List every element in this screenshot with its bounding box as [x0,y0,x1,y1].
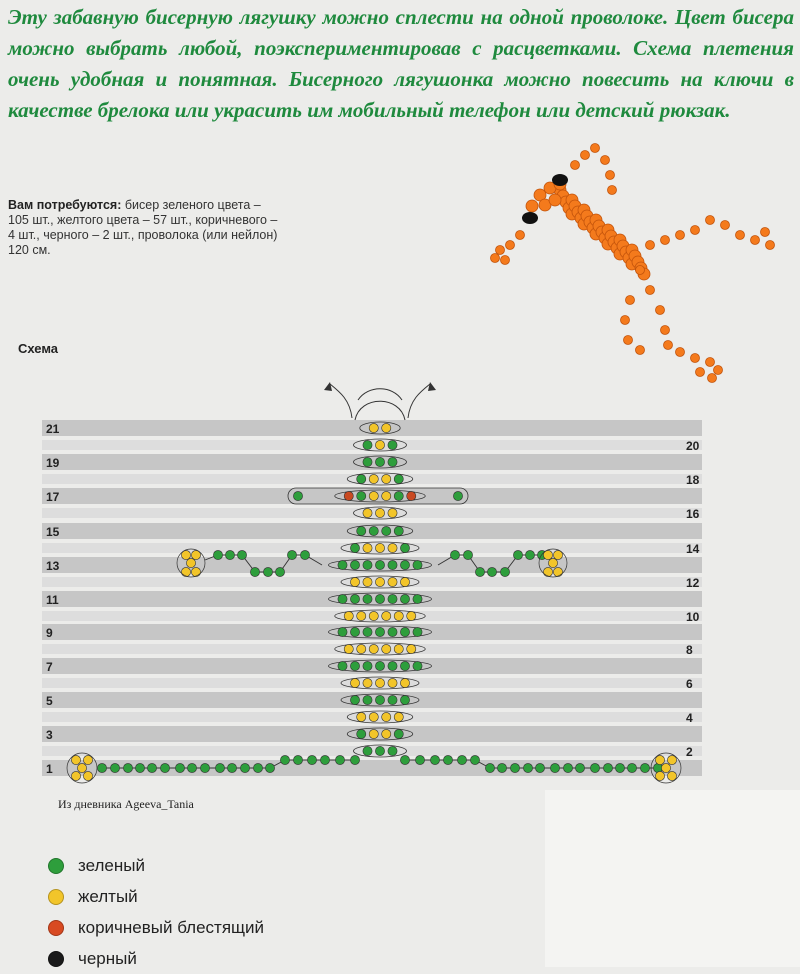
bead [293,755,302,764]
bead [350,594,359,603]
bead [548,558,557,567]
bead [453,491,462,500]
wire-knot [355,389,405,420]
bead [388,440,397,449]
legend-label: черный [78,948,137,968]
bead [388,661,397,670]
bead [382,712,391,721]
bead [363,560,372,569]
bead [400,661,409,670]
bead [523,763,532,772]
bead [275,567,284,576]
bead [615,763,624,772]
bead [363,746,372,755]
frog-bead [646,286,655,295]
bead [475,567,484,576]
bead [655,755,664,764]
row-number-left: 19 [46,456,60,470]
bead [307,755,316,764]
bead [186,558,195,567]
row-number-left: 3 [46,728,53,742]
bead [375,594,384,603]
row-number-left: 5 [46,694,53,708]
row-number-left: 9 [46,626,53,640]
legend-item [48,943,264,974]
bead [363,543,372,552]
bead [382,644,391,653]
bead [287,550,296,559]
bead [363,661,372,670]
frog-bead [691,226,700,235]
frog-bead [506,241,515,250]
bead [590,763,599,772]
row-number-left: 1 [46,762,53,776]
bead [213,550,222,559]
bead [369,712,378,721]
bead [338,594,347,603]
bead [225,550,234,559]
bead [667,771,676,780]
bead [357,611,366,620]
bead [338,560,347,569]
frog-bead [606,171,615,180]
frog-photo-icon [491,144,775,383]
requirements-heading: Вам потребуются: [8,198,122,212]
bead [375,661,384,670]
bead [375,440,384,449]
bead [470,755,479,764]
bead [640,763,649,772]
bead [350,577,359,586]
bead [382,491,391,500]
credit-text: Из дневника Ageeva_Tania [58,797,194,811]
bead [187,763,196,772]
bead [363,678,372,687]
bead [215,763,224,772]
bead [110,763,119,772]
bead [413,627,422,636]
bead [413,661,422,670]
frog-bead [661,326,670,335]
bead [375,627,384,636]
bead [350,678,359,687]
bead [375,695,384,704]
bead [388,543,397,552]
bead [357,526,366,535]
row-number-right: 2 [686,745,693,759]
bead [655,771,664,780]
bead [375,577,384,586]
bead [200,763,209,772]
bead [253,763,262,772]
bead [357,491,366,500]
bead [335,755,344,764]
bead [413,594,422,603]
frog-bead [696,368,705,377]
row-number-right: 16 [686,507,700,521]
bead [97,763,106,772]
bead [375,746,384,755]
bead [500,567,509,576]
row-number-left: 13 [46,559,60,573]
frog-bead [591,144,600,153]
frog-bead [608,186,617,195]
bead [250,567,259,576]
row-number-right: 12 [686,576,700,590]
bead [550,763,559,772]
bead [369,423,378,432]
bead [147,763,156,772]
bead [344,611,353,620]
bead [369,491,378,500]
frog-bead [549,194,561,206]
bead [375,457,384,466]
bead [357,644,366,653]
bead [394,712,403,721]
bead [363,695,372,704]
bead [388,560,397,569]
bead [191,567,200,576]
bead [388,594,397,603]
bead [135,763,144,772]
bead [394,526,403,535]
schema-title: Схема [18,341,59,356]
row-number-right: 4 [686,711,693,725]
bead [363,457,372,466]
bead [227,763,236,772]
bead [382,611,391,620]
bead [123,763,132,772]
bead [293,491,302,500]
frog-bead [676,231,685,240]
row-number-left: 21 [46,422,60,436]
frog-bead [751,236,760,245]
row-number-right: 8 [686,643,693,657]
bead [181,567,190,576]
bead [388,695,397,704]
bead [265,763,274,772]
row-number-left: 15 [46,525,60,539]
bead [357,474,366,483]
bead [375,678,384,687]
bead [338,661,347,670]
legend-color-dot [48,920,64,936]
bead [240,763,249,772]
bead [400,695,409,704]
bead [350,695,359,704]
bead [661,763,670,772]
frog-bead [661,236,670,245]
bead [388,746,397,755]
row-number-right: 10 [686,610,700,624]
bead [667,755,676,764]
bead [350,543,359,552]
bead [350,627,359,636]
frog-bead [581,151,590,160]
legend-item [48,881,264,912]
bead [369,611,378,620]
bead [388,577,397,586]
frog-bead [601,156,610,165]
bead [407,644,416,653]
bead [575,763,584,772]
legend-item [48,850,264,881]
frog-eye [522,212,538,224]
bead [388,508,397,517]
bead [71,755,80,764]
bead [357,729,366,738]
frog-bead [664,341,673,350]
frog-bead [496,246,505,255]
bead [369,474,378,483]
bead [407,611,416,620]
bead [627,763,636,772]
bead [430,755,439,764]
bead [263,567,272,576]
bead [375,543,384,552]
bead [543,567,552,576]
bead [344,491,353,500]
frog-bead [491,254,500,263]
bead [382,474,391,483]
legend-item [48,912,264,943]
row-number-left: 11 [46,593,59,607]
bead [237,550,246,559]
bead [375,508,384,517]
bead [394,491,403,500]
bead [400,543,409,552]
legend-color-dot [48,858,64,874]
bead [603,763,612,772]
bead [350,661,359,670]
bead [363,440,372,449]
bead [400,755,409,764]
bead [363,508,372,517]
bead [463,550,472,559]
row-number-left: 7 [46,660,53,674]
bead [525,550,534,559]
bead [400,577,409,586]
frog-bead [656,306,665,315]
frog-bead [736,231,745,240]
frog-bead [516,231,525,240]
frog-bead [621,316,630,325]
bead [394,729,403,738]
bead [388,678,397,687]
frog-bead [636,266,645,275]
legend-label: желтый [78,886,138,906]
bead [443,755,452,764]
bead [485,763,494,772]
bead [497,763,506,772]
row-number-right: 6 [686,677,693,691]
frog-bead [721,221,730,230]
bead [363,577,372,586]
frog-bead [624,336,633,345]
bead [535,763,544,772]
frog-bead [706,216,715,225]
bead [563,763,572,772]
frog-bead [626,296,635,305]
bead [350,560,359,569]
bead [83,755,92,764]
frog-bead [646,241,655,250]
bead [369,729,378,738]
frog-bead [676,348,685,357]
frog-bead [636,346,645,355]
bead [350,755,359,764]
bead [400,560,409,569]
bead [513,550,522,559]
bead [369,644,378,653]
bead [160,763,169,772]
bead [415,755,424,764]
requirements-text: бисер зеленого цвета – 105 шт., желтого цвета – 57 шт., коричневого – 4 шт., черного – 2 шт., проволока (или нейлон) 120 см. [8,198,278,257]
bead [407,491,416,500]
bead [71,771,80,780]
frog-bead [691,354,700,363]
bead [487,567,496,576]
bead [320,755,329,764]
row-number-right: 18 [686,473,700,487]
frog-bead [501,256,510,265]
frog-bead [708,374,717,383]
bead [388,457,397,466]
row-number-right: 14 [686,542,700,556]
bead [382,423,391,432]
bead [382,526,391,535]
bead [83,771,92,780]
legend-color-dot [48,889,64,905]
bead [300,550,309,559]
bead [363,627,372,636]
bead [175,763,184,772]
bead [338,627,347,636]
intro-text: Эту забавную бисерную лягушку можно сплести на одной проволоке. Цвет бисера можно выбрать любой, поэкспериментировав с расцветками. Схема плетения очень удобная и понятная. Бисерного лягушонка можно повесить на ключи в качестве брелока или украсить им мобильный телефон или детский рюкзак. [8,5,794,122]
row-number-left: 17 [46,490,60,504]
bead [388,627,397,636]
frog-eye [552,174,568,186]
bead [394,644,403,653]
color-legend [48,850,264,974]
frog-bead [706,358,715,367]
bead [394,611,403,620]
bead [394,474,403,483]
bead [413,560,422,569]
frog-bead [526,200,538,212]
frog-bead [766,241,775,250]
bead [400,678,409,687]
bead [280,755,289,764]
bead [369,526,378,535]
bead [382,729,391,738]
bead [450,550,459,559]
bead [77,763,86,772]
wire-arrow [324,382,436,391]
frog-bead [714,366,723,375]
bead [357,712,366,721]
legend-label: зеленый [78,855,145,875]
bead [457,755,466,764]
legend-label: коричневый блестящий [78,917,265,937]
bead [553,567,562,576]
bead [344,644,353,653]
row-number-right: 20 [686,439,700,453]
bead [400,627,409,636]
legend-color-dot [48,951,64,967]
bead [510,763,519,772]
bead [400,594,409,603]
frog-bead [761,228,770,237]
bead [363,594,372,603]
frog-bead [571,161,580,170]
bead [375,560,384,569]
